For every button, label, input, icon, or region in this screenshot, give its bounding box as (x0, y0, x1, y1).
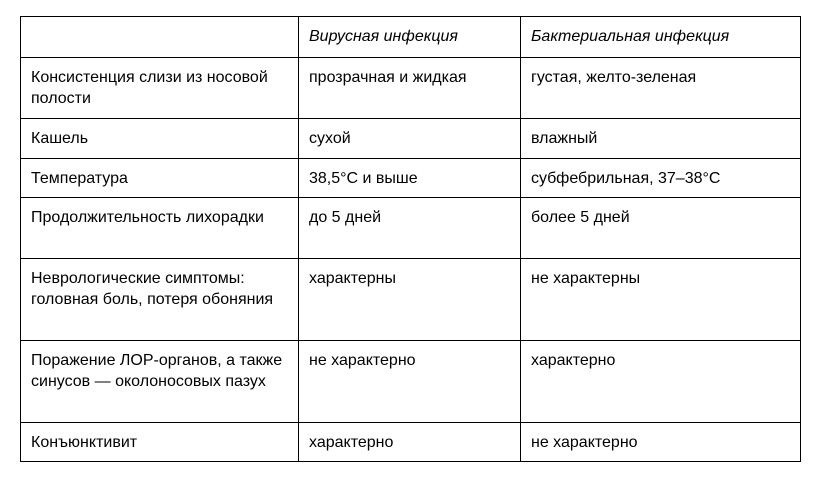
viral-cell: прозрачная и жидкая (299, 58, 521, 119)
row-label: Температура (21, 159, 299, 198)
viral-cell: не характерно (299, 341, 521, 423)
bacterial-cell: субфебрильная, 37–38°C (521, 159, 801, 198)
row-label: Кашель (21, 119, 299, 159)
table-row (21, 259, 801, 341)
row-label: Конъюнктивит (21, 423, 299, 462)
bacterial-cell: более 5 дней (521, 198, 801, 259)
bacterial-cell: густая, желто-зеленая (521, 58, 801, 119)
table-row (21, 198, 801, 259)
table-header-row (21, 17, 801, 58)
viral-cell: 38,5°C и выше (299, 159, 521, 198)
viral-cell: характерно (299, 423, 521, 462)
row-label: Поражение ЛОР-органов, а также синусов — околоносовых пазух (21, 341, 299, 423)
header-cell-bacterial: Бактериальная инфекция (521, 17, 801, 58)
comparison-table (20, 16, 801, 462)
row-label: Консистенция слизи из носовой полости (21, 58, 299, 119)
table-row (21, 159, 801, 198)
header-cell-empty (21, 17, 299, 58)
row-label: Продолжительность лихорадки (21, 198, 299, 259)
header-cell-viral: Вирусная инфекция (299, 17, 521, 58)
bacterial-cell: не характерны (521, 259, 801, 341)
table-row (21, 341, 801, 423)
viral-cell: характерны (299, 259, 521, 341)
bacterial-cell: влажный (521, 119, 801, 159)
viral-cell: сухой (299, 119, 521, 159)
viral-cell: до 5 дней (299, 198, 521, 259)
row-label: Неврологические симптомы: головная боль, потеря обоняния (21, 259, 299, 341)
bacterial-cell: не характерно (521, 423, 801, 462)
table-row (21, 58, 801, 119)
table-row (21, 423, 801, 462)
bacterial-cell: характерно (521, 341, 801, 423)
table-row (21, 119, 801, 159)
